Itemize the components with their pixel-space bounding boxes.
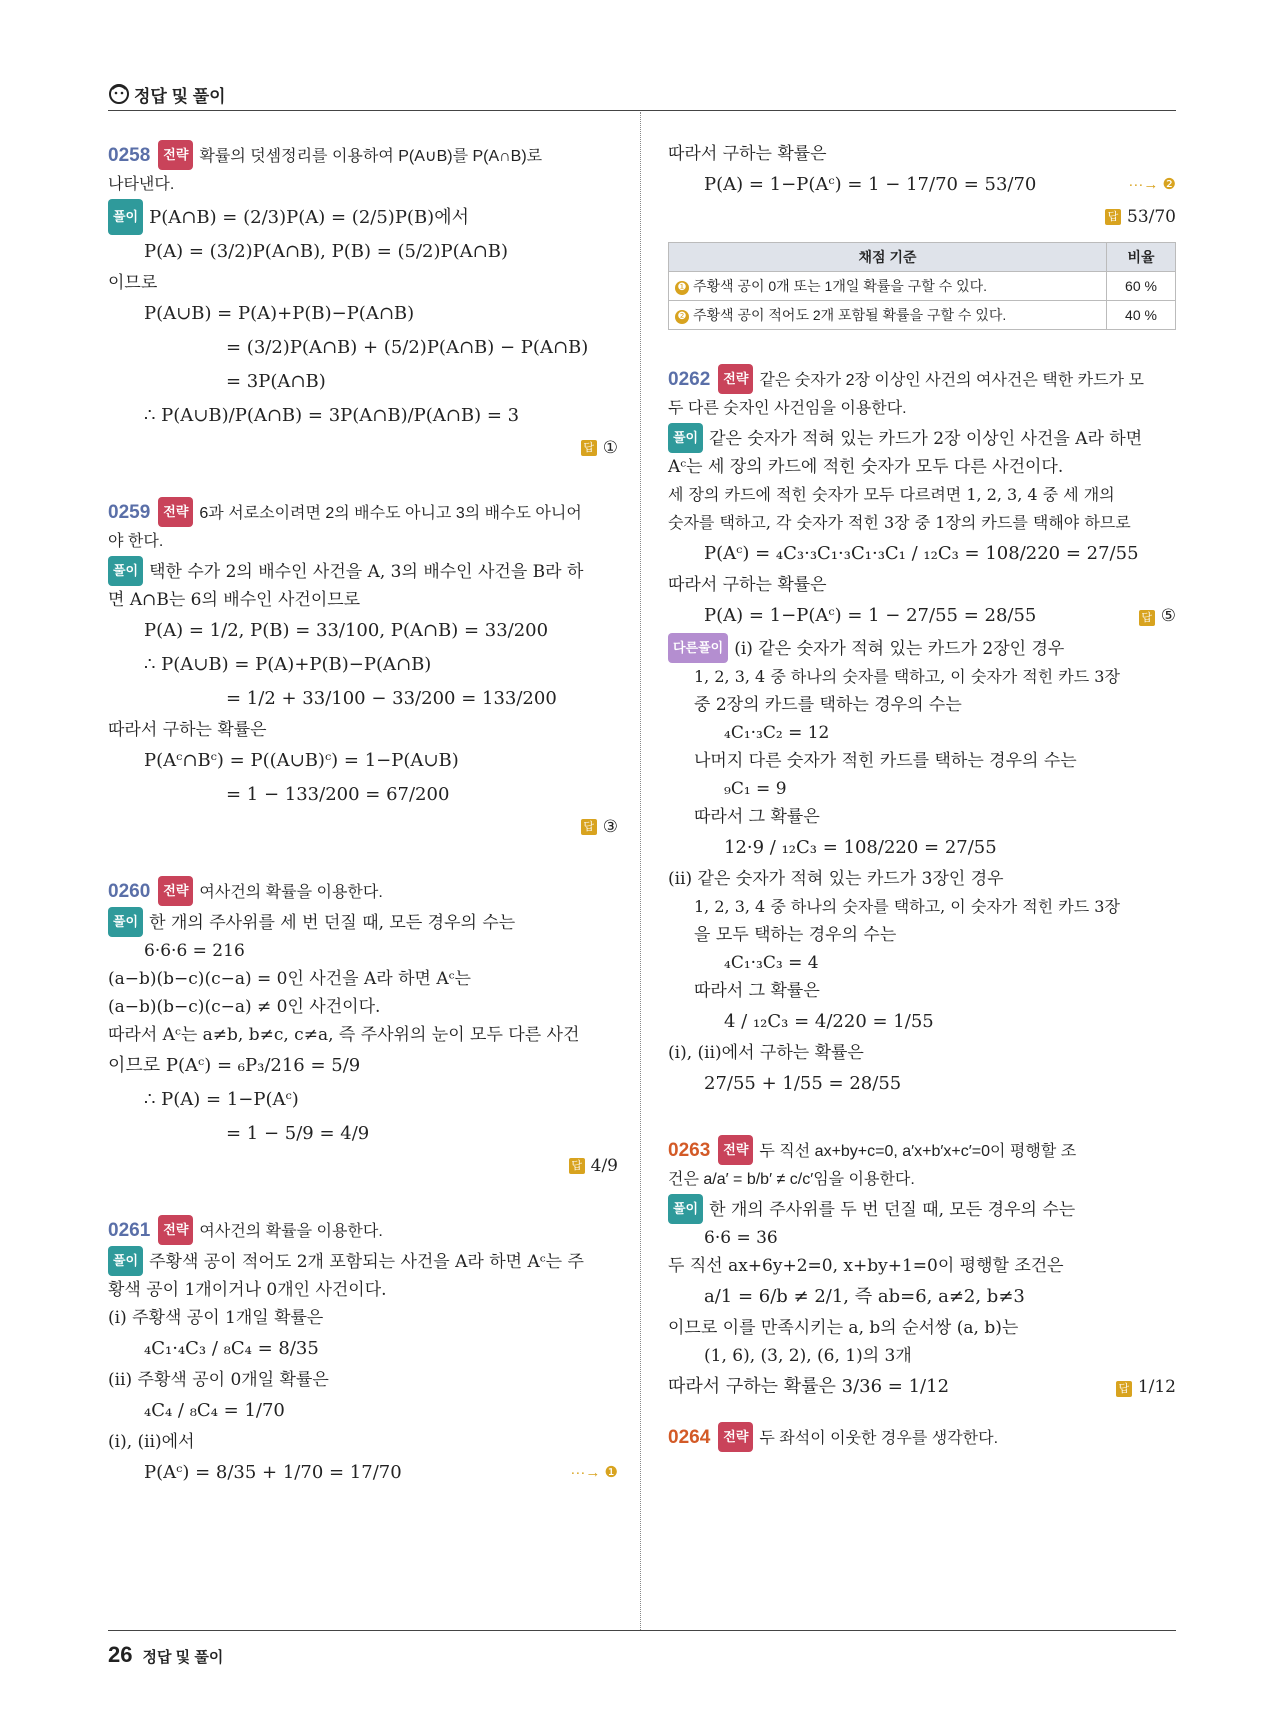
answer-mark-icon: 답 <box>1139 610 1155 626</box>
table-row: ❶ 주황색 공이 0개 또는 1개일 확률을 구할 수 있다. 60 % <box>669 272 1176 301</box>
problem-0258 <box>108 140 618 463</box>
problem-number: 0259 <box>108 502 151 523</box>
problem-0261 <box>108 1215 618 1490</box>
solution-line: 1, 2, 3, 4 중 하나의 숫자를 택하고, 이 숫자가 적힌 카드 3장 <box>694 897 1120 916</box>
solution-line: = (3/2)P(A∩B) + (5/2)P(A∩B) − P(A∩B) <box>226 337 589 358</box>
strategy-tag: 전략 <box>158 876 193 906</box>
solution-line: 나머지 다른 숫자가 적힌 카드를 택하는 경우의 수는 <box>694 751 1077 771</box>
solution-line: ₄C₁·₄C₃ / ₈C₄ = 8/35 <box>144 1338 319 1359</box>
footer-title: 정답 및 풀이 <box>142 1649 224 1666</box>
strategy-text: 확률의 덧셈정리를 이용하여 P(A∪B)를 P(A∩B)로 <box>199 148 543 165</box>
table-header: 비율 <box>1107 243 1176 272</box>
problem-0259 <box>108 497 618 842</box>
page-header <box>108 80 1176 111</box>
problem-number: 0263 <box>668 1140 711 1161</box>
solution-line: 세 장의 카드에 적힌 숫자가 모두 다르려면 1, 2, 3, 4 중 세 개의 <box>668 485 1115 504</box>
solution-line: 6·6·6 = 216 <box>144 941 245 961</box>
solution-line: 중 2장의 카드를 택하는 경우의 수는 <box>694 695 962 715</box>
solution-tag: 풀이 <box>668 423 703 453</box>
strategy-tag: 전략 <box>158 497 193 527</box>
solution-line: ∴ P(A∪B) = P(A)+P(B)−P(A∩B) <box>144 654 432 675</box>
header-title: 정답 및 풀이 <box>134 87 226 106</box>
problem-number: 0264 <box>668 1427 711 1448</box>
solution-line: 택한 수가 2의 배수인 사건을 A, 3의 배수인 사건을 B라 하 <box>149 562 584 582</box>
solution-line: 두 직선 ax+6y+2=0, x+by+1=0이 평행할 조건은 <box>668 1256 1064 1276</box>
solution-line: 따라서 구하는 확률은 3/36 = 1/12 답 1/12 <box>668 1370 1176 1404</box>
solution-line: = 1 − 133/200 = 67/200 <box>226 784 450 805</box>
left-column <box>108 140 618 1490</box>
solution-line: ₄C₁·₃C₃ = 4 <box>724 953 819 973</box>
answer-mark-icon: 답 <box>569 1158 585 1174</box>
solution-line: ₄C₄ / ₈C₄ = 1/70 <box>144 1400 285 1421</box>
strategy-text: 여사건의 확률을 이용한다. <box>199 1223 383 1240</box>
solution-line: P(A) = 1−P(Aᶜ) = 1 − 17/70 = 53/70 ···→ ❷ <box>704 168 1176 202</box>
answer: 답 1/12 <box>1116 1370 1176 1404</box>
solution-line: Aᶜ는 세 장의 카드에 적힌 숫자가 모두 다른 사건이다. <box>668 457 1064 477</box>
answer: 답 4/9 <box>108 1151 618 1181</box>
solution-line: ₉C₁ = 9 <box>724 779 787 799</box>
strategy-text: 두 다른 숫자인 사건임을 이용한다. <box>668 400 907 417</box>
solution-line: 27/55 + 1/55 = 28/55 <box>704 1073 902 1094</box>
problem-0261-continued <box>668 140 1176 232</box>
solution-line: 황색 공이 1개이거나 0개인 사건이다. <box>108 1280 387 1300</box>
solution-line: a/1 = 6/b ≠ 2/1, 즉 ab=6, a≠2, b≠3 <box>704 1286 1025 1307</box>
strategy-text: 두 직선 ax+by+c=0, a′x+b′x+c′=0이 평행할 조 <box>759 1143 1077 1160</box>
table-header: 채점 기준 <box>669 243 1107 272</box>
solution-line: (ⅰ) 같은 숫자가 적혀 있는 카드가 2장인 경우 <box>734 639 1065 659</box>
strategy-text: 같은 숫자가 2장 이상인 사건의 여사건은 택한 카드가 모 <box>759 372 1144 389</box>
answer-mark-icon: 답 <box>581 440 597 456</box>
solution-line: P(Aᶜ) = ₄C₃·₃C₁·₃C₁·₃C₁ / ₁₂C₃ = 108/220 = 27/55 <box>704 543 1139 564</box>
solution-line: 한 개의 주사위를 두 번 던질 때, 모든 경우의 수는 <box>709 1200 1076 1220</box>
answer: 답 ⑤ <box>1139 599 1176 633</box>
strategy-tag: 전략 <box>718 1422 753 1452</box>
solution-tag: 풀이 <box>108 556 143 586</box>
step-marker: ···→ ❷ <box>1128 176 1176 193</box>
solution-line: (a−b)(b−c)(c−a) = 0인 사건을 A라 하면 Aᶜ는 <box>108 969 471 989</box>
solution-line: (ⅰ), (ⅱ)에서 구하는 확률은 <box>668 1043 864 1063</box>
strategy-tag: 전략 <box>158 1215 193 1245</box>
answer-mark-icon: 답 <box>581 819 597 835</box>
solution-line: 따라서 Aᶜ는 a≠b, b≠c, c≠a, 즉 주사위의 눈이 모두 다른 사건 <box>108 1025 580 1045</box>
solution-line: (ⅱ) 같은 숫자가 적혀 있는 카드가 3장인 경우 <box>668 869 1004 889</box>
solution-line: ∴ P(A) = 1−P(Aᶜ) <box>144 1089 299 1110</box>
solution-line: = 1 − 5/9 = 4/9 <box>226 1123 370 1144</box>
solution-line: P(Aᶜ∩Bᶜ) = P((A∪B)ᶜ) = 1−P(A∪B) <box>144 750 459 771</box>
solution-line: 면 A∩B는 6의 배수인 사건이므로 <box>108 590 361 610</box>
solution-line: 을 모두 택하는 경우의 수는 <box>694 925 897 945</box>
problem-0263 <box>668 1135 1176 1404</box>
solution-line: 이므로 이를 만족시키는 a, b의 순서쌍 (a, b)는 <box>668 1318 1019 1338</box>
solution-tag: 풀이 <box>668 1194 703 1224</box>
strategy-text: 6과 서로소이려면 2의 배수도 아니고 3의 배수도 아니어 <box>199 505 582 522</box>
solution-line: 따라서 그 확률은 <box>694 807 820 827</box>
solution-line: 이므로 P(Aᶜ) = ₆P₃/216 = 5/9 <box>108 1055 361 1076</box>
strategy-tag: 전략 <box>718 364 753 394</box>
solution-line: (1, 6), (3, 2), (6, 1)의 3개 <box>704 1346 912 1366</box>
solution-line: = 1/2 + 33/100 − 33/200 = 133/200 <box>226 688 557 709</box>
strategy-tag: 전략 <box>718 1135 753 1165</box>
solution-line: ∴ P(A∪B)/P(A∩B) = 3P(A∩B)/P(A∩B) = 3 <box>144 405 520 426</box>
page-footer <box>108 1642 223 1668</box>
solution-line: 12·9 / ₁₂C₃ = 108/220 = 27/55 <box>724 837 997 858</box>
scoring-table <box>668 242 1176 330</box>
alt-solution-tag: 다른풀이 <box>668 633 728 663</box>
solution-line: P(Aᶜ) = 8/35 + 1/70 = 17/70 ···→ ❶ <box>144 1456 618 1490</box>
solution-line: (ⅱ) 주황색 공이 0개일 확률은 <box>108 1370 329 1390</box>
strategy-text: 나타낸다. <box>108 176 175 193</box>
solution-line: 주황색 공이 적어도 2개 포함되는 사건을 A라 하면 Aᶜ는 주 <box>149 1252 584 1272</box>
solution-line: = 3P(A∩B) <box>226 371 326 392</box>
solution-line: 한 개의 주사위를 세 번 던질 때, 모든 경우의 수는 <box>149 913 516 933</box>
step-marker: ···→ ❶ <box>570 1464 618 1481</box>
answer: 답 ① <box>108 433 618 463</box>
answer-mark-icon: 답 <box>1105 209 1121 225</box>
answer: 답 ③ <box>108 812 618 842</box>
footer-rule <box>108 1630 1176 1631</box>
step-one-icon: ❶ <box>675 281 689 295</box>
solution-line: P(A∩B) = (2/3)P(A) = (2/5)P(B)에서 <box>149 207 469 228</box>
solution-line: P(A) = 1/2, P(B) = 33/100, P(A∩B) = 33/200 <box>144 620 549 641</box>
strategy-text: 건은 a/a′ = b/b′ ≠ c/c′임을 이용한다. <box>668 1171 915 1188</box>
column-divider <box>640 112 641 1630</box>
solution-line: P(A) = 1−P(Aᶜ) = 1 − 27/55 = 28/55 답 ⑤ <box>704 599 1176 633</box>
strategy-text: 여사건의 확률을 이용한다. <box>199 884 383 901</box>
solution-line: 4 / ₁₂C₃ = 4/220 = 1/55 <box>724 1011 934 1032</box>
solution-line: 1, 2, 3, 4 중 하나의 숫자를 택하고, 이 숫자가 적힌 카드 3장 <box>694 667 1120 686</box>
solution-tag: 풀이 <box>108 1246 143 1276</box>
solution-line: P(A∪B) = P(A)+P(B)−P(A∩B) <box>144 303 415 324</box>
solution-tag: 풀이 <box>108 907 143 937</box>
strategy-tag: 전략 <box>158 140 193 170</box>
solution-line: 따라서 구하는 확률은 <box>668 575 827 595</box>
solution-line: 6·6 = 36 <box>704 1228 778 1248</box>
solution-tag: 풀이 <box>108 199 143 235</box>
problem-0262 <box>668 364 1176 1101</box>
solution-line: (a−b)(b−c)(c−a) ≠ 0인 사건이다. <box>108 997 381 1017</box>
answer: 답 53/70 <box>668 202 1176 232</box>
problem-0264 <box>668 1422 1176 1453</box>
problem-number: 0261 <box>108 1220 151 1241</box>
strategy-text: 두 좌석이 이웃한 경우를 생각한다. <box>759 1430 999 1447</box>
answer-mark-icon: 답 <box>1116 1381 1132 1397</box>
solution-line: 따라서 구하는 확률은 <box>108 720 267 740</box>
right-column <box>668 140 1176 1453</box>
solution-line: 숫자를 택하고, 각 숫자가 적힌 3장 중 1장의 카드를 택해야 하므로 <box>668 513 1131 532</box>
character-icon <box>108 82 130 104</box>
table-row: ❷ 주황색 공이 적어도 2개 포함될 확률을 구할 수 있다. 40 % <box>669 301 1176 330</box>
solution-line: 따라서 그 확률은 <box>694 981 820 1001</box>
solution-line: 이므로 <box>108 273 158 293</box>
solution-line: P(A) = (3/2)P(A∩B), P(B) = (5/2)P(A∩B) <box>144 241 508 262</box>
problem-number: 0260 <box>108 881 151 902</box>
solution-line: 같은 숫자가 적혀 있는 카드가 2장 이상인 사건을 A라 하면 <box>709 429 1143 449</box>
solution-line: ₄C₁·₃C₂ = 12 <box>724 723 830 743</box>
page-number: 26 <box>108 1642 133 1667</box>
step-two-icon: ❷ <box>675 310 689 324</box>
solution-line: (ⅰ) 주황색 공이 1개일 확률은 <box>108 1308 324 1328</box>
problem-number: 0258 <box>108 145 151 166</box>
problem-0260 <box>108 876 618 1181</box>
solution-line: (ⅰ), (ⅱ)에서 <box>108 1432 195 1452</box>
solution-line: 따라서 구하는 확률은 <box>668 144 827 164</box>
strategy-text: 야 한다. <box>108 533 164 550</box>
problem-number: 0262 <box>668 369 711 390</box>
